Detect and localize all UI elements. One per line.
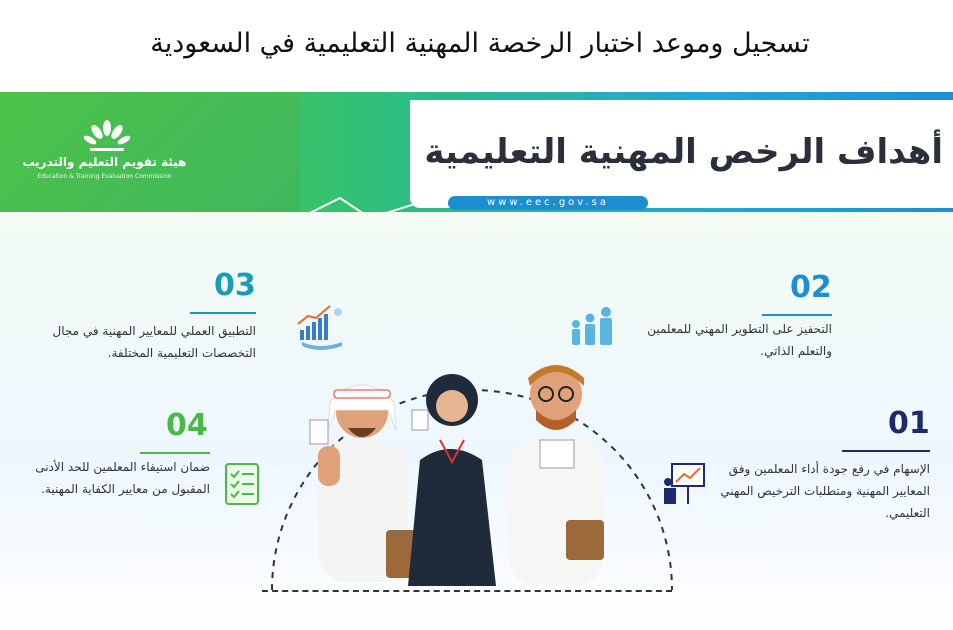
teacher-man-thobe [310, 385, 418, 582]
goal-04-text: ضمان استيفاء المعلمين للحد الأدنى المقبول من معايير الكفاية المهنية. [35, 460, 210, 496]
logo-english-name: Education & Training Evaluation Commission [37, 173, 172, 180]
goal-03-underline [190, 312, 256, 314]
presentation-chart-icon [660, 460, 708, 508]
hand-chart-icon [294, 300, 348, 354]
goal-02-underline [762, 314, 832, 316]
goal-01-number: 01 [888, 406, 930, 441]
goal-04-number: 04 [166, 408, 208, 443]
website-url[interactable]: www.eec.gov.sa [487, 197, 609, 208]
page-title: تسجيل وموعد اختبار الرخصة المهنية التعليمية في السعودية [150, 28, 810, 59]
goal-04-underline [140, 452, 210, 454]
goal-02-text: التحفيز على التطوير المهني للمعلمين والتعلم الذاتي. [647, 322, 832, 358]
goal-01-text: الإسهام في رفع جودة أداء المعلمين وفق المعايير المهنية ومتطلبات الترخيص المهني التعليمي. [720, 462, 930, 520]
leaf-logo-icon [82, 120, 132, 154]
goal-02-number: 02 [790, 270, 832, 305]
teacher-man-glasses [508, 365, 604, 586]
checklist-icon [222, 460, 262, 508]
floor-dashed-line [262, 590, 672, 592]
goal-03-text: التطبيق العملي للمعايير المهنية في مجال التخصصات التعليمية المختلفة. [52, 324, 256, 360]
teachers-illustration [300, 350, 620, 590]
goal-01-underline [842, 450, 930, 452]
banner-title-card [410, 100, 953, 208]
logo-arabic-name: هيئة تقويم التعليم والتدريب [22, 155, 187, 169]
teacher-woman-abaya [408, 374, 496, 586]
banner-title: أهداف الرخص المهنية التعليمية [424, 132, 943, 172]
growing-people-icon [568, 302, 616, 350]
commission-logo [22, 120, 187, 190]
goal-03-number: 03 [214, 268, 256, 303]
